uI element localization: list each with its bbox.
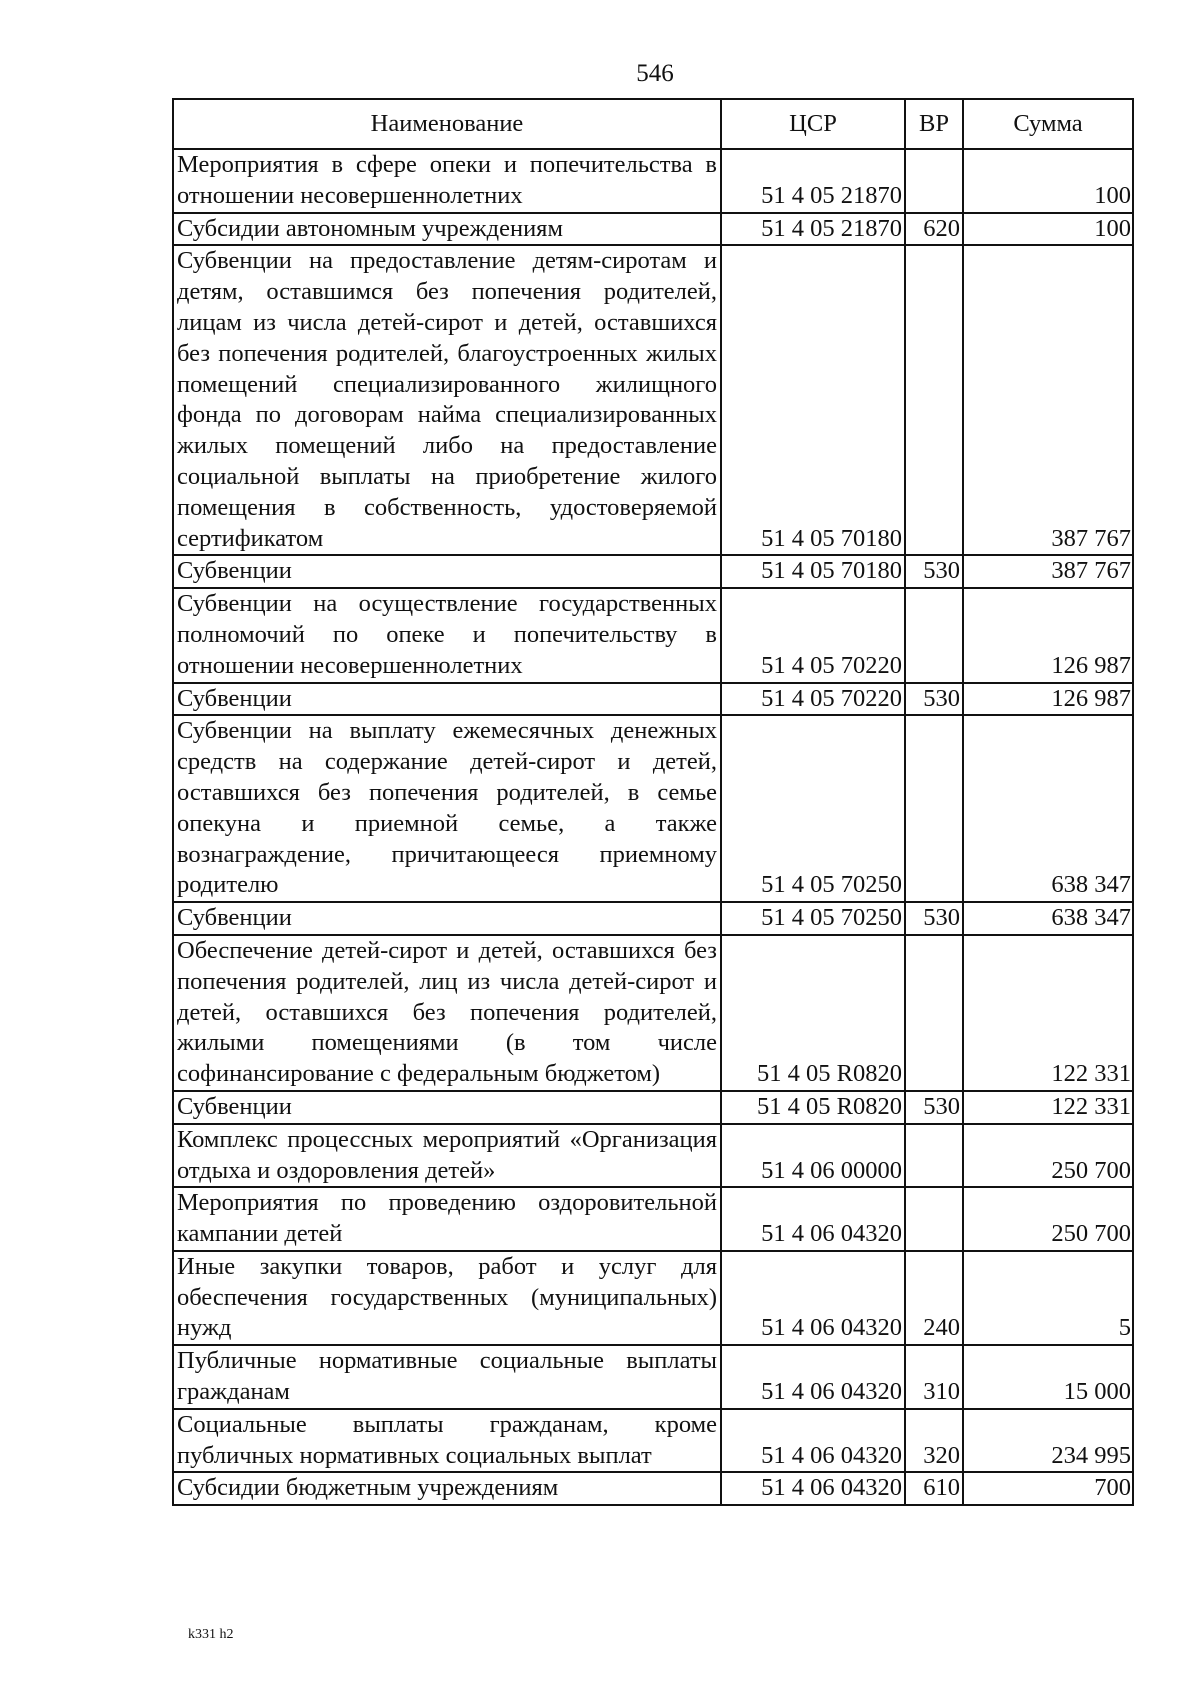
footer-code: k331 h2	[188, 1627, 234, 1642]
cell-csr: 51 4 06 04320	[721, 1345, 905, 1409]
cell-name: Субвенции	[173, 902, 721, 935]
table-row	[173, 1187, 1133, 1251]
cell-vr: 320	[905, 1409, 963, 1473]
cell-name: Публичные нормативные социальные выплаты гражданам	[173, 1345, 721, 1409]
table-header-row	[173, 99, 1133, 149]
cell-csr: 51 4 05 70180	[721, 555, 905, 588]
cell-name: Иные закупки товаров, работ и услуг для обеспечения государственных (муниципальных) нужд	[173, 1251, 721, 1345]
cell-name: Субвенции на осуществление государственных полномочий по опеке и попечительству в отношении несовершеннолетних	[173, 588, 721, 682]
cell-vr	[905, 588, 963, 682]
cell-csr: 51 4 05 21870	[721, 149, 905, 213]
cell-sum: 250 700	[963, 1187, 1133, 1251]
cell-vr: 240	[905, 1251, 963, 1345]
cell-sum: 638 347	[963, 902, 1133, 935]
cell-name: Субсидии бюджетным учреждениям	[173, 1472, 721, 1505]
table-row	[173, 1345, 1133, 1409]
table-row	[173, 935, 1133, 1091]
cell-vr	[905, 935, 963, 1091]
cell-csr: 51 4 05 R0820	[721, 1091, 905, 1124]
cell-csr: 51 4 05 21870	[721, 213, 905, 246]
cell-csr: 51 4 06 04320	[721, 1187, 905, 1251]
cell-vr: 530	[905, 1091, 963, 1124]
cell-name: Мероприятия в сфере опеки и попечительства в отношении несовершеннолетних	[173, 149, 721, 213]
table-row	[173, 588, 1133, 682]
header-name: Наименование	[173, 99, 721, 149]
table-row	[173, 1472, 1133, 1505]
cell-name: Обеспечение детей-сирот и детей, оставшихся без попечения родителей, лиц из числа детей-сирот и детей, оставшихся без попечения родителей, жилыми помещениями (в том числе софинансирование с федеральным бюджетом)	[173, 935, 721, 1091]
table-row	[173, 149, 1133, 213]
cell-sum: 5	[963, 1251, 1133, 1345]
cell-sum: 700	[963, 1472, 1133, 1505]
table-row	[173, 715, 1133, 902]
cell-name: Субвенции на предоставление детям-сиротам и детям, оставшимся без попечения родителей, лицам из числа детей-сирот и детей, оставшихся без попечения родителей, благоустроенных жилых помещений специализированного жилищного фонда по договорам найма специализированных жилых помещений либо на предоставление социальной выплаты на приобретение жилого помещения в собственность, удостоверяемой сертификатом	[173, 245, 721, 555]
cell-sum: 250 700	[963, 1124, 1133, 1188]
header-csr: ЦСР	[721, 99, 905, 149]
cell-csr: 51 4 05 70250	[721, 902, 905, 935]
cell-name: Социальные выплаты гражданам, кроме публичных нормативных социальных выплат	[173, 1409, 721, 1473]
cell-csr: 51 4 05 70180	[721, 245, 905, 555]
table-row	[173, 683, 1133, 716]
cell-sum: 387 767	[963, 245, 1133, 555]
cell-name: Субвенции	[173, 555, 721, 588]
cell-csr: 51 4 06 00000	[721, 1124, 905, 1188]
table-row	[173, 902, 1133, 935]
table-row	[173, 555, 1133, 588]
table-row	[173, 1409, 1133, 1473]
cell-sum: 122 331	[963, 935, 1133, 1091]
cell-csr: 51 4 05 70250	[721, 715, 905, 902]
cell-name: Субвенции	[173, 1091, 721, 1124]
table-row	[173, 1124, 1133, 1188]
table-row	[173, 213, 1133, 246]
table-row	[173, 1091, 1133, 1124]
cell-vr: 310	[905, 1345, 963, 1409]
cell-name: Комплекс процессных мероприятий «Организация отдыха и оздоровления детей»	[173, 1124, 721, 1188]
budget-table	[172, 98, 1134, 1506]
cell-vr	[905, 245, 963, 555]
cell-csr: 51 4 06 04320	[721, 1251, 905, 1345]
cell-vr	[905, 1124, 963, 1188]
cell-name: Субвенции на выплату ежемесячных денежных средств на содержание детей-сирот и детей, оставшихся без попечения родителей, в семье опекуна и приемной семье, а также вознаграждение, причитающееся приемному родителю	[173, 715, 721, 902]
cell-csr: 51 4 06 04320	[721, 1472, 905, 1505]
cell-vr: 530	[905, 902, 963, 935]
cell-csr: 51 4 05 70220	[721, 588, 905, 682]
cell-vr	[905, 149, 963, 213]
cell-name: Субвенции	[173, 683, 721, 716]
cell-sum: 15 000	[963, 1345, 1133, 1409]
cell-sum: 126 987	[963, 588, 1133, 682]
cell-vr: 530	[905, 555, 963, 588]
cell-sum: 100	[963, 149, 1133, 213]
cell-sum: 638 347	[963, 715, 1133, 902]
cell-sum: 387 767	[963, 555, 1133, 588]
cell-vr	[905, 715, 963, 902]
header-vr: ВР	[905, 99, 963, 149]
cell-sum: 100	[963, 213, 1133, 246]
page-number: 546	[636, 60, 674, 87]
table-row	[173, 1251, 1133, 1345]
table-row	[173, 245, 1133, 555]
cell-vr: 620	[905, 213, 963, 246]
cell-name: Мероприятия по проведению оздоровительной кампании детей	[173, 1187, 721, 1251]
cell-sum: 126 987	[963, 683, 1133, 716]
cell-csr: 51 4 05 R0820	[721, 935, 905, 1091]
cell-vr: 530	[905, 683, 963, 716]
cell-csr: 51 4 06 04320	[721, 1409, 905, 1473]
cell-vr	[905, 1187, 963, 1251]
cell-vr: 610	[905, 1472, 963, 1505]
cell-sum: 122 331	[963, 1091, 1133, 1124]
cell-name: Субсидии автономным учреждениям	[173, 213, 721, 246]
cell-sum: 234 995	[963, 1409, 1133, 1473]
cell-csr: 51 4 05 70220	[721, 683, 905, 716]
header-sum: Сумма	[963, 99, 1133, 149]
